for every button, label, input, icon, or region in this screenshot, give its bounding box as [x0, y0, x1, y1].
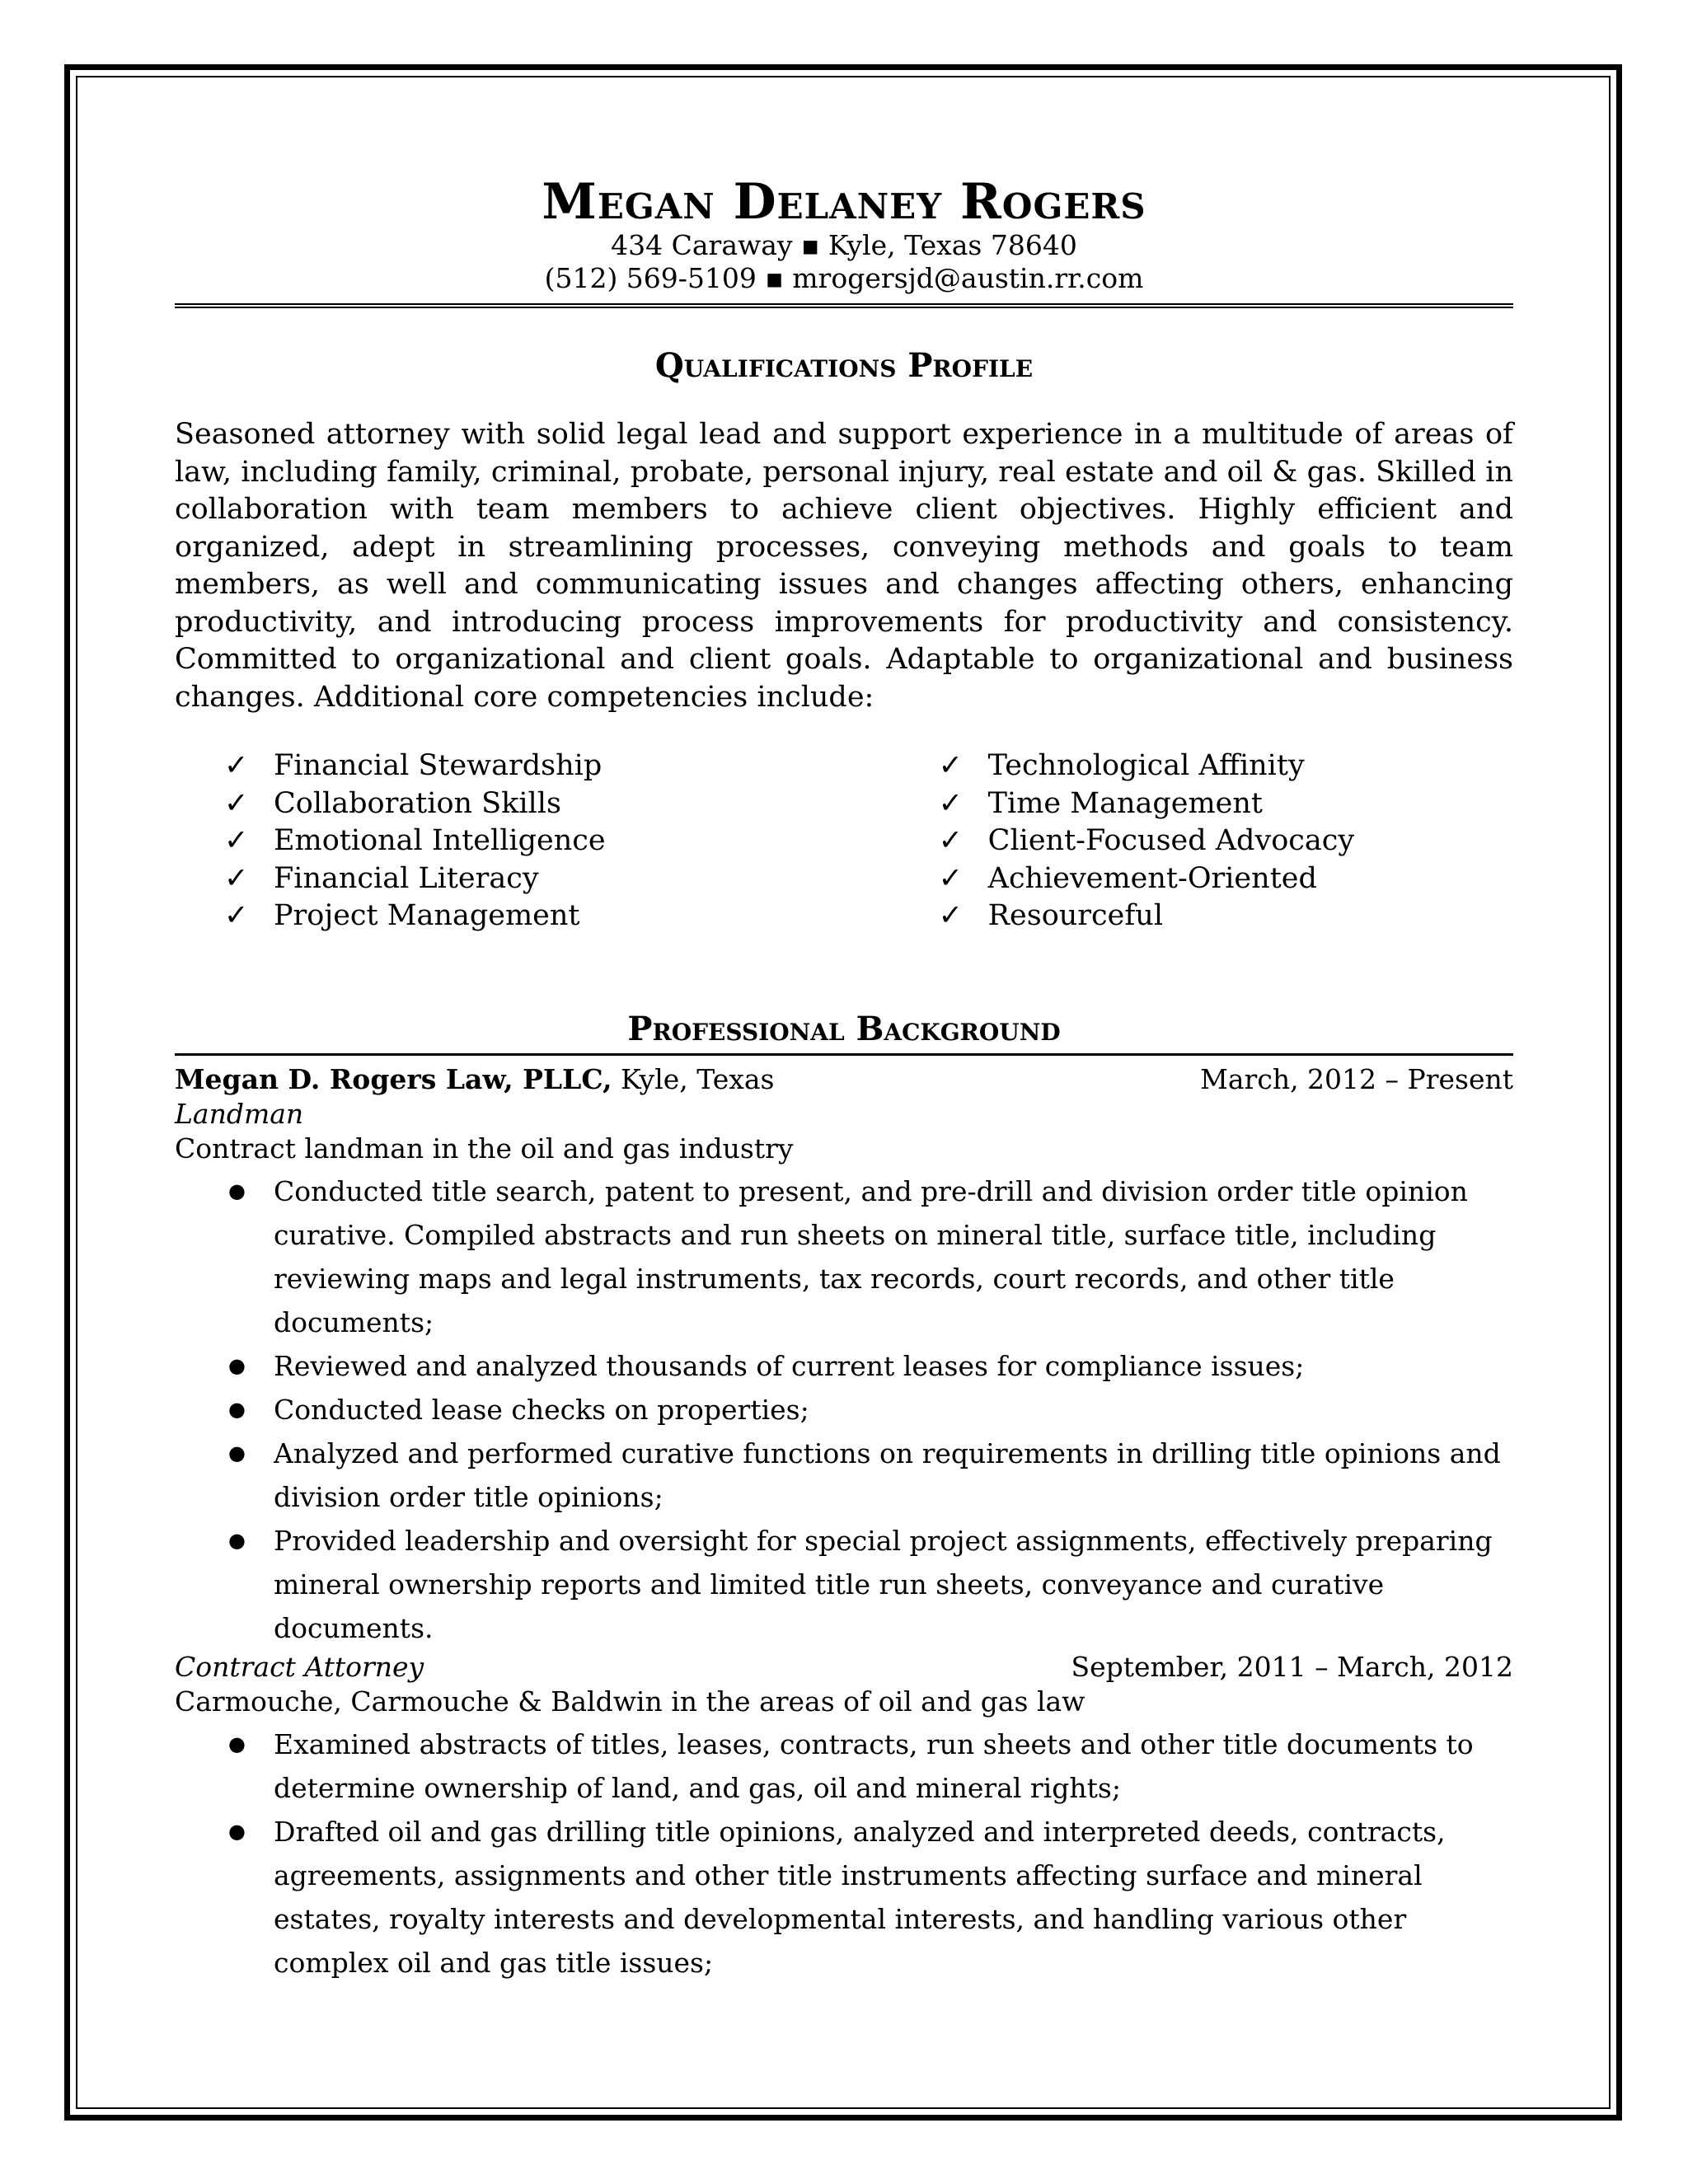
checkmark-icon: ✓ [224, 899, 249, 932]
checkmark-icon: ✓ [938, 861, 963, 895]
list-item: ● Conducted title search, patent to present, and pre-drill and division order title opinion curative. Compiled abstracts and run sheets on mineral title, surface title, including reviewing maps and legal instruments, tax records, court records, and other title documents; [175, 1169, 1513, 1344]
competency-item: ✓ Client-Focused Advocacy [939, 823, 1513, 860]
qualifications-summary: Seasoned attorney with solid legal lead and support experience in a multitude of areas of law, including family, criminal, probate, personal injury, real estate and oil & gas. Skilled in collaboration with team members to achieve client objectives. Highly efficient and organized, adept in streamlining processes, conveying methods and goals to team members, as well and communicating issues and changes affecting others, enhancing productivity, and introducing process improvements for productivity and consistency. Committed to organizational and client goals. Adaptable to organizational and business changes. Additional core competencies include: [175, 418, 1513, 714]
header-divider [175, 303, 1513, 313]
bullet-icon: ● [228, 1179, 246, 1202]
job1-employer: Megan D. Rogers Law, PLLC, [175, 1062, 612, 1095]
bullet-icon: ● [228, 1528, 246, 1552]
resume-content [175, 175, 1513, 1985]
competency-item: ✓ Financial Literacy [224, 860, 939, 898]
list-item: ● Conducted lease checks on properties; [175, 1388, 1513, 1432]
checkmark-icon: ✓ [938, 786, 963, 820]
competencies-left-column [224, 748, 939, 935]
competencies-right-column [939, 748, 1513, 935]
contact-phone-email: (512) 569-5109 ▪ mrogersjd@austin.rr.com [544, 262, 1144, 294]
competency-item: ✓ Project Management [224, 898, 939, 935]
job2-description: Carmouche, Carmouche & Baldwin in the areas of oil and gas law [175, 1685, 1085, 1718]
list-item: ● Analyzed and performed curative functions on requirements in drilling title opinions and division order title opinions; [175, 1432, 1513, 1519]
contact-address: 434 Caraway ▪ Kyle, Texas 78640 [611, 229, 1077, 261]
background-divider [175, 1053, 1513, 1056]
job2-dates: September, 2011 – March, 2012 [1071, 1650, 1513, 1683]
competency-item: ✓ Collaboration Skills [224, 785, 939, 823]
list-item: ● Examined abstracts of titles, leases, contracts, run sheets and other title documents to determine ownership of land, and gas, oil and mineral rights; [175, 1722, 1513, 1810]
bullet-icon: ● [228, 1732, 246, 1755]
bullet-icon: ● [228, 1353, 246, 1377]
list-item: ● Reviewed and analyzed thousands of current leases for compliance issues; [175, 1344, 1513, 1388]
checkmark-icon: ✓ [224, 861, 249, 895]
job1-role: Landman [175, 1097, 304, 1130]
bullet-icon: ● [228, 1819, 246, 1843]
competencies-list [175, 748, 1513, 935]
checkmark-icon: ✓ [938, 824, 963, 857]
competency-item: ✓ Technological Affinity [939, 748, 1513, 785]
checkmark-icon: ✓ [224, 824, 249, 857]
checkmark-icon: ✓ [938, 899, 963, 932]
list-item: ● Drafted oil and gas drilling title opinions, analyzed and interpreted deeds, contracts, agreements, assignments and other title instruments affecting surface and mineral estates, royalty interests and developmental interests, and handling various other complex oil and gas title issues; [175, 1810, 1513, 1985]
bullet-icon: ● [228, 1397, 246, 1421]
qualifications-title: Qualifications Profile [654, 346, 1034, 385]
job2-bullets [175, 1722, 1513, 1985]
background-title: Professional Background [627, 1009, 1061, 1048]
list-item: ● Provided leadership and oversight for special project assignments, effectively preparing mineral ownership reports and limited title run sheets, conveyance and curative documents. [175, 1519, 1513, 1650]
competency-item: ✓ Resourceful [939, 898, 1513, 935]
competency-item: ✓ Achievement-Oriented [939, 860, 1513, 898]
candidate-name: Megan Delaney Rogers [542, 173, 1146, 231]
checkmark-icon: ✓ [224, 749, 249, 782]
job1-dates: March, 2012 – Present [1200, 1062, 1513, 1095]
job1-employer-line [175, 1062, 774, 1097]
job2-role: Contract Attorney [175, 1650, 424, 1683]
job1-description: Contract landman in the oil and gas industry [175, 1132, 794, 1165]
job1-header [175, 1062, 1513, 1097]
checkmark-icon: ✓ [938, 749, 963, 782]
competency-item: ✓ Financial Stewardship [224, 748, 939, 785]
checkmark-icon: ✓ [224, 786, 249, 820]
job1-location: Kyle, Texas [612, 1062, 775, 1095]
bullet-icon: ● [228, 1441, 246, 1465]
competency-item: ✓ Time Management [939, 785, 1513, 823]
job2-header [175, 1650, 1513, 1685]
competency-item: ✓ Emotional Intelligence [224, 823, 939, 860]
job1-bullets [175, 1169, 1513, 1650]
